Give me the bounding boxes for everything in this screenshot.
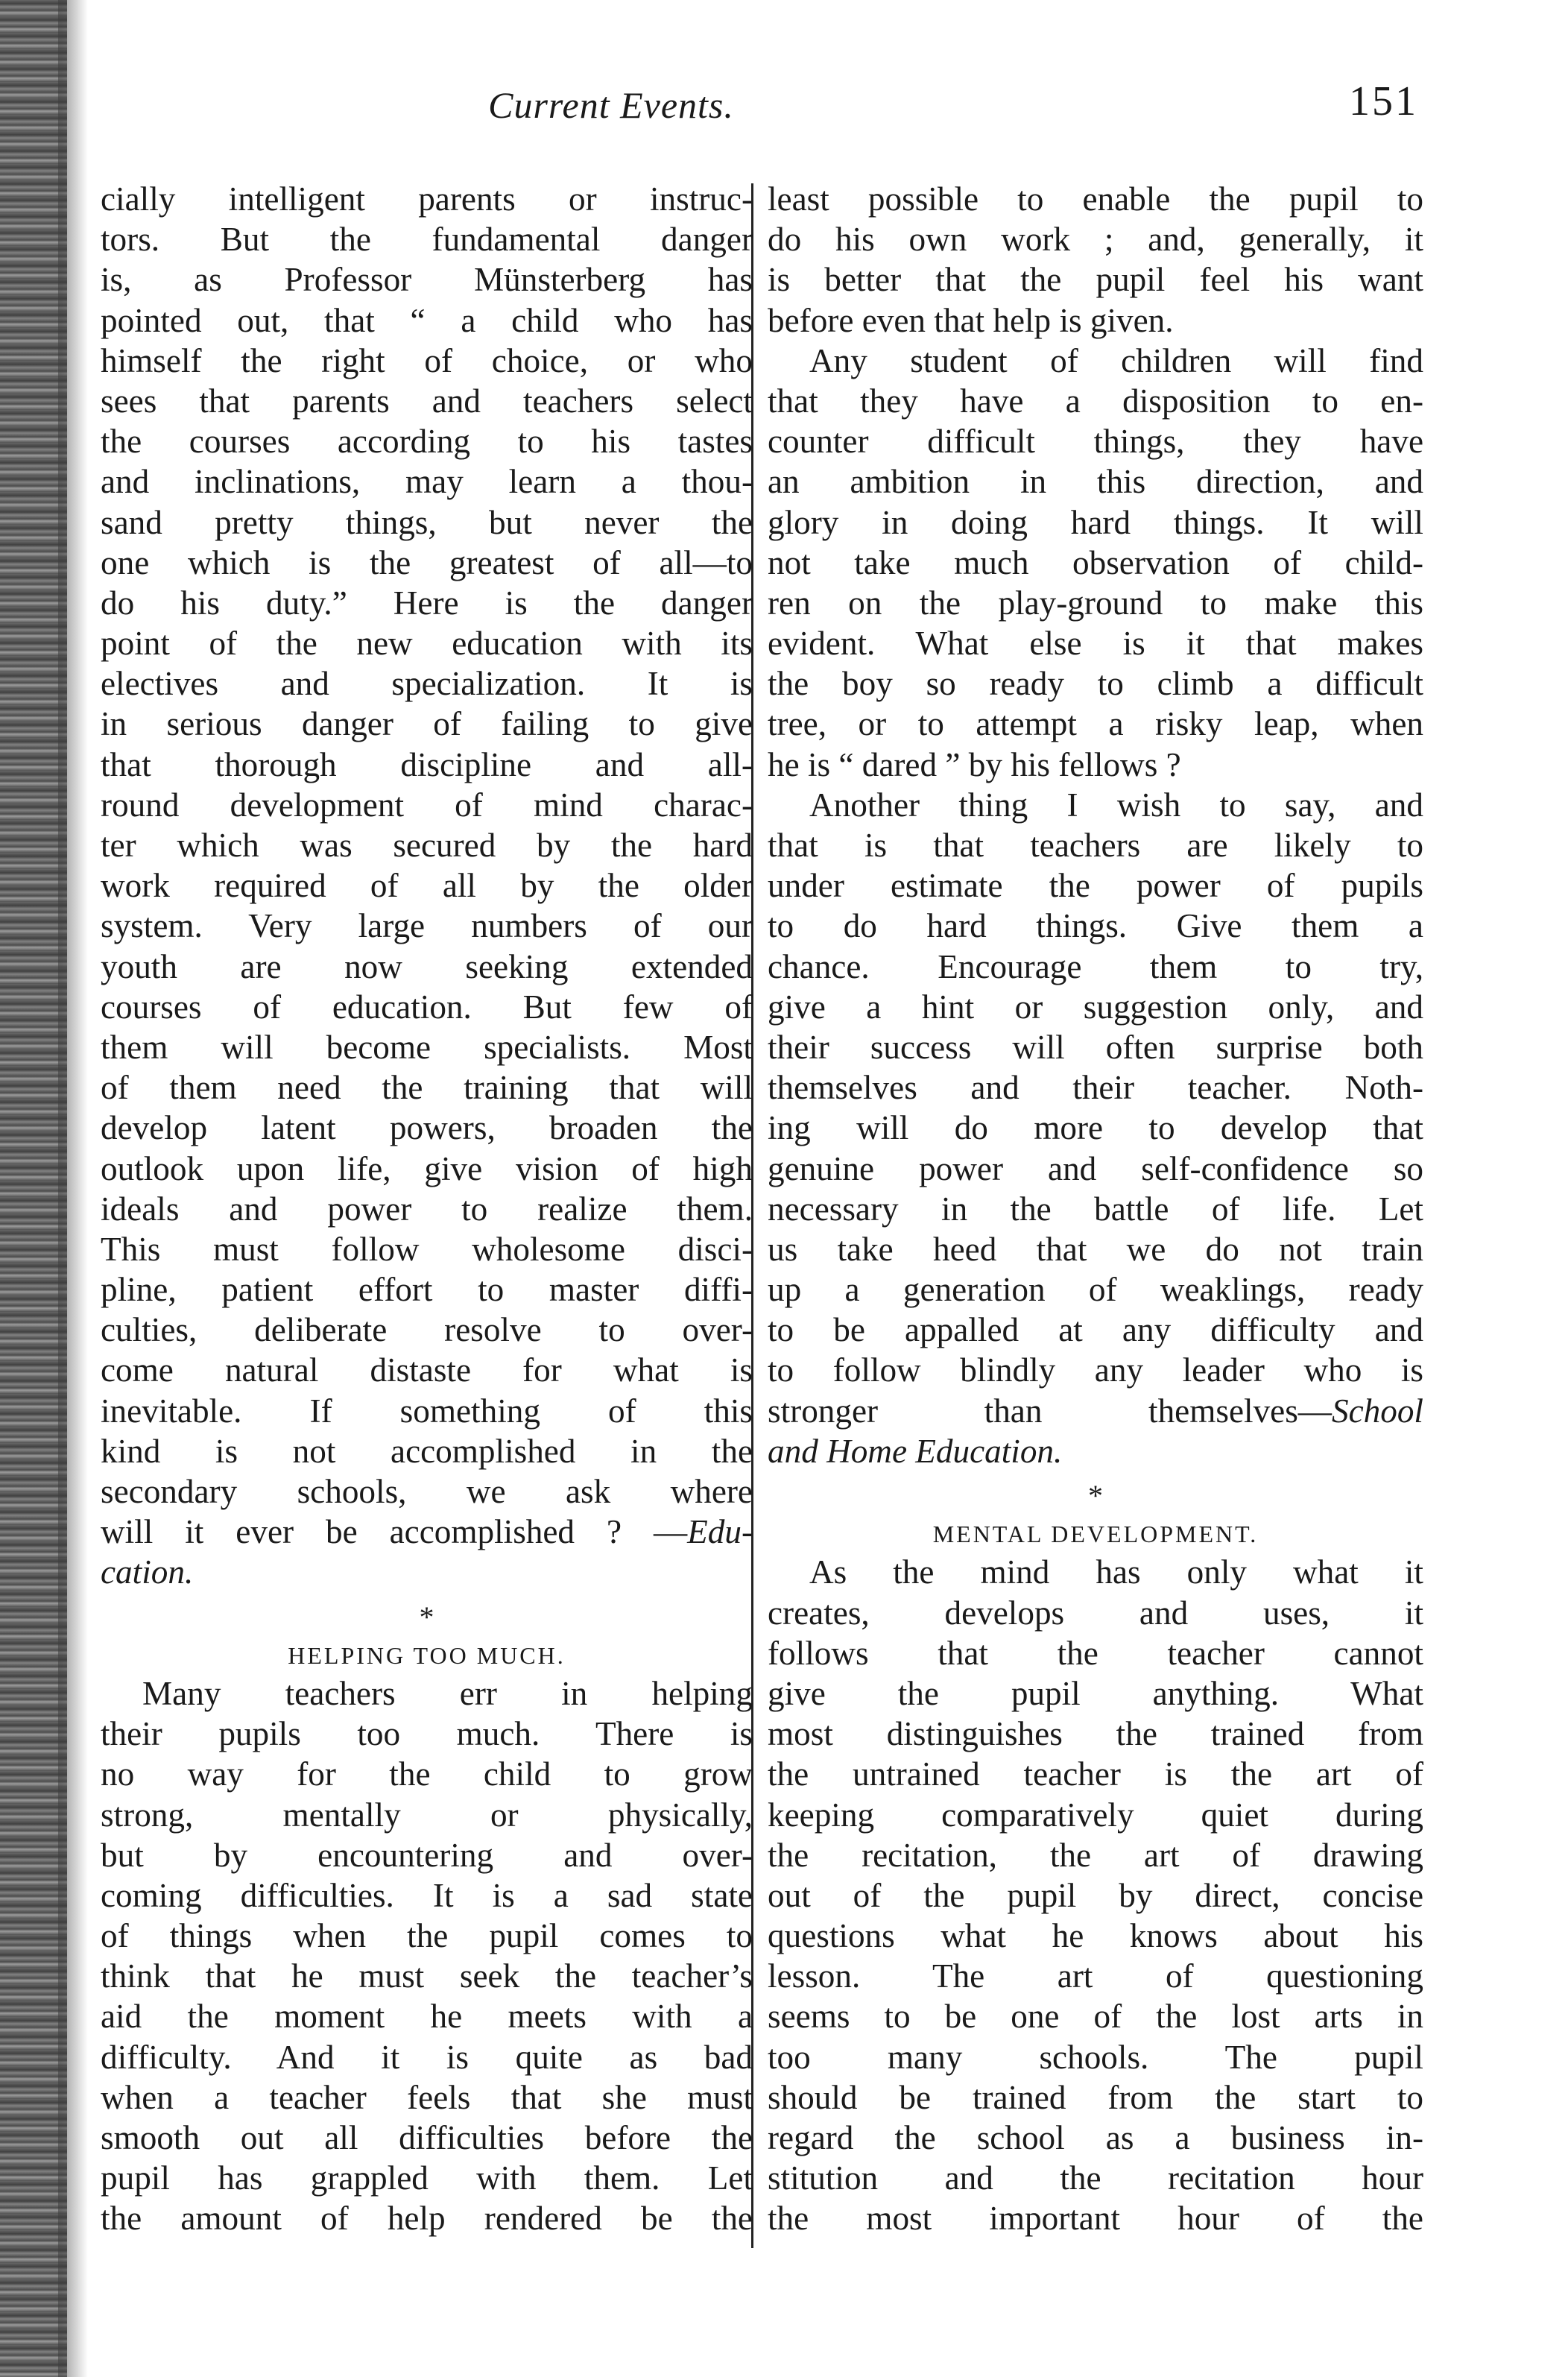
text-line: to do hard things. Give them a <box>768 907 1423 945</box>
text-line: round development of mind charac- <box>101 786 753 824</box>
text-line: strong, mentally or physically, <box>101 1796 753 1834</box>
text-line: should be trained from the start to <box>768 2078 1423 2116</box>
text-line: Any student of children will find <box>809 341 1423 379</box>
text-line: that is that teachers are likely to <box>768 827 1423 864</box>
text-line: and inclinations, may learn a thou- <box>101 463 753 501</box>
section-separator-star: * <box>419 1600 434 1634</box>
text-line: cially intelligent parents or instruc- <box>101 180 753 218</box>
text-line: point of the new education with its <box>101 625 753 663</box>
text-line: chance. Encourage them to try, <box>768 947 1423 985</box>
text-line: work required of all by the older <box>101 867 753 905</box>
text-line: This must follow wholesome disci- <box>101 1230 753 1268</box>
text-line: sees that parents and teachers select <box>101 382 753 420</box>
text-line: seems to be one of the lost arts in <box>768 1998 1423 2036</box>
binding-edge-shade <box>58 0 88 2377</box>
text-line: the boy so ready to climb a difficult <box>768 665 1423 703</box>
text-line: to follow blindly any leader who is <box>768 1351 1423 1389</box>
text-line: the recitation, the art of drawing <box>768 1836 1423 1874</box>
text-line: when a teacher feels that she must <box>101 2078 753 2116</box>
source-citation: Edu- <box>687 1513 753 1551</box>
text-line: sand pretty things, but never the <box>101 503 753 541</box>
section-separator-star: * <box>1088 1479 1103 1512</box>
text-line: that thorough discipline and all- <box>101 745 753 783</box>
text-line: pointed out, that “ a child who has <box>101 301 753 339</box>
text-line: is better that the pupil feel his want <box>768 261 1423 299</box>
text-line: come natural distaste for what is <box>101 1351 753 1389</box>
book-binding-shadow <box>0 0 67 2377</box>
text-line: kind is not accomplished in the <box>101 1432 753 1470</box>
text-line: regard the school as a business in- <box>768 2119 1423 2156</box>
text-line: no way for the child to grow <box>101 1755 753 1793</box>
text-line: do his own work ; and, generally, it <box>768 221 1423 259</box>
text-line: ing will do more to develop that <box>768 1109 1423 1147</box>
source-citation: School <box>1332 1392 1423 1430</box>
text-line: pupil has grappled with them. Let <box>101 2159 753 2197</box>
text-line: of them need the training that will <box>101 1069 753 1107</box>
text-line-with-source <box>101 1512 753 1552</box>
source-citation-line <box>768 1431 1423 1471</box>
text-line: evident. What else is it that makes <box>768 625 1423 663</box>
text-line: courses of education. But few of <box>101 988 753 1026</box>
text-line: think that he must seek the teacher’s <box>101 1957 753 1995</box>
text-line: not take much observation of child- <box>768 543 1423 581</box>
text-line: smooth out all difficulties before the <box>101 2119 753 2156</box>
text-line: himself the right of choice, or who <box>101 341 753 379</box>
text-line: of things when the pupil comes to <box>101 1917 753 1955</box>
section-heading-helping-too-much: HELPING TOO MUCH. <box>288 1641 566 1669</box>
text-line: Many teachers err in helping <box>142 1674 753 1712</box>
text-line: an ambition in this direction, and <box>768 463 1423 501</box>
text-line: do his duty.” Here is the danger <box>101 584 753 622</box>
text-line: up a generation of weaklings, ready <box>768 1271 1423 1309</box>
text-line: out of the pupil by direct, concise <box>768 1876 1423 1914</box>
text-line: their pupils too much. There is <box>101 1715 753 1753</box>
text-line: themselves and their teacher. Noth- <box>768 1069 1423 1107</box>
text-line: youth are now seeking extended <box>101 947 753 985</box>
text-line: us take heed that we do not train <box>768 1230 1423 1268</box>
text-line: electives and specialization. It is <box>101 665 753 703</box>
text-line: he is “ dared ” by his fellows ? <box>768 745 1181 783</box>
text-line: lesson. The art of questioning <box>768 1957 1423 1995</box>
text-line: is, as Professor Münsterberg has <box>101 261 753 299</box>
text-line: glory in doing hard things. It will <box>768 503 1423 541</box>
text-line: before even that help is given. <box>768 301 1174 339</box>
text-line: but by encountering and over- <box>101 1836 753 1874</box>
text-line: creates, develops and uses, it <box>768 1594 1423 1632</box>
text-line: coming difficulties. It is a sad state <box>101 1876 753 1914</box>
text-line: necessary in the battle of life. Let <box>768 1190 1423 1228</box>
text-line: aid the moment he meets with a <box>101 1998 753 2036</box>
right-column <box>768 179 1423 2239</box>
text-line: least possible to enable the pupil to <box>768 180 1423 218</box>
text-line: outlook upon life, give vision of high <box>101 1149 753 1187</box>
text-line: that they have a disposition to en- <box>768 382 1423 420</box>
source-citation: cation. <box>101 1553 194 1591</box>
text-line: difficulty. And it is quite as bad <box>101 2038 753 2076</box>
text-line: develop latent powers, broaden the <box>101 1109 753 1147</box>
left-column <box>101 179 753 2239</box>
text-line: ideals and power to realize them. <box>101 1190 753 1228</box>
text-line: the courses according to his tastes <box>101 423 753 461</box>
text-line: stitution and the recitation hour <box>768 2159 1423 2197</box>
text-line: tors. But the fundamental danger <box>101 221 753 259</box>
text-line: the most important hour of the <box>768 2200 1423 2238</box>
section-heading-mental-development: MENTAL DEVELOPMENT. <box>932 1521 1259 1548</box>
text-line: culties, deliberate resolve to over- <box>101 1311 753 1349</box>
text-line: give the pupil anything. What <box>768 1674 1423 1712</box>
text-line: follows that the teacher cannot <box>768 1634 1423 1672</box>
text-line: inevitable. If something of this <box>101 1392 753 1430</box>
text-line: pline, patient effort to master diffi- <box>101 1271 753 1309</box>
text-line: to be appalled at any difficulty and <box>768 1311 1423 1349</box>
text-line: their success will often surprise both <box>768 1028 1423 1066</box>
text-line: Another thing I wish to say, and <box>809 786 1423 824</box>
text-line: genuine power and self-confidence so <box>768 1149 1423 1187</box>
text-line-with-source <box>768 1391 1423 1431</box>
text-line: the amount of help rendered be the <box>101 2200 753 2238</box>
text-line: one which is the greatest of all—to <box>101 543 753 581</box>
text-line: ren on the play-ground to make this <box>768 584 1423 622</box>
text-line: secondary schools, we ask where <box>101 1473 753 1510</box>
text-line: keeping comparatively quiet during <box>768 1796 1423 1834</box>
text-line-part: stronger than themselves— <box>768 1392 1332 1430</box>
text-line: tree, or to attempt a risky leap, when <box>768 705 1423 743</box>
source-citation: and Home Education. <box>768 1432 1063 1470</box>
running-title: Current Events. <box>488 84 734 126</box>
text-line: most distinguishes the trained from <box>768 1715 1423 1753</box>
text-line-part: will it ever be accomplished ? — <box>101 1513 688 1551</box>
text-line: questions what he knows about his <box>768 1917 1423 1955</box>
text-line: give a hint or suggestion only, and <box>768 988 1423 1026</box>
source-citation-line <box>101 1552 753 1592</box>
text-line: them will become specialists. Most <box>101 1028 753 1066</box>
page-number: 151 <box>1349 78 1418 124</box>
text-line: ter which was secured by the hard <box>101 827 753 864</box>
text-line: in serious danger of failing to give <box>101 705 753 743</box>
text-line: As the mind has only what it <box>809 1553 1423 1591</box>
text-line: system. Very large numbers of our <box>101 907 753 945</box>
text-line: under estimate the power of pupils <box>768 867 1423 905</box>
text-line: counter difficult things, they have <box>768 423 1423 461</box>
text-line: too many schools. The pupil <box>768 2038 1423 2076</box>
text-line: the untrained teacher is the art of <box>768 1755 1423 1793</box>
